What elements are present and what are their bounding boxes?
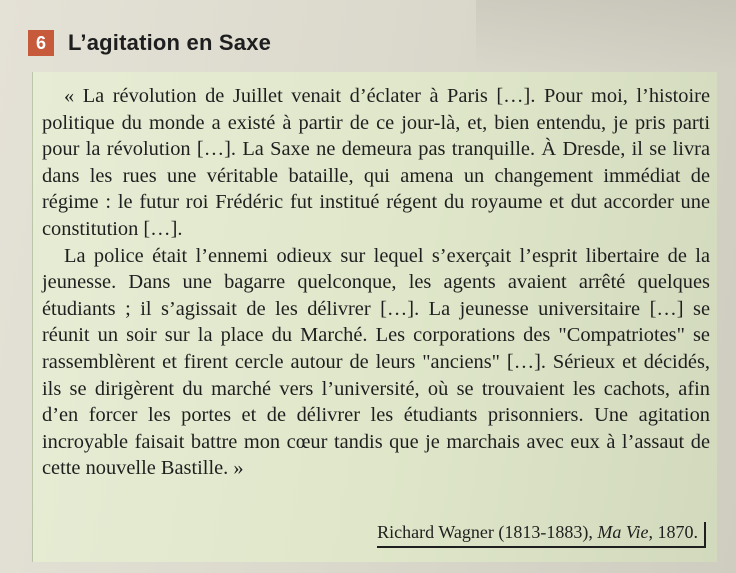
citation-author: Richard Wagner (1813-1883), xyxy=(377,522,598,542)
page-shadow xyxy=(476,0,736,70)
document-header xyxy=(28,28,271,58)
quote-text xyxy=(42,83,710,482)
quote-paragraph-2: La police était l’ennemi odieux sur lequel s’exerçait l’esprit libertaire de la jeunesse. Dans une bagarre quelconque, les agents avaient arrêté quelques étudiants ; il s’agissait de les délivrer […]. La jeunesse universitaire […] se réunit un soir sur la place du Marché. Les corporations des "Compatriotes" se rassemblèrent et firent cercle autour de leurs "anciens" […]. Sérieux et décidés, ils se dirigèrent du marché vers l’université, où se trouvaient les cachots, afin d’en forcer les portes et de délivrer les étudiants prisonniers. Une agitation incroyable faisait battre mon cœur tandis que je marchais avec eux à l’assaut de cette nouvelle Bastille. » xyxy=(42,244,710,480)
document-number-badge: 6 xyxy=(28,30,54,56)
citation-work: Ma Vie xyxy=(597,522,649,542)
document-title: L’agitation en Saxe xyxy=(68,30,272,55)
citation-year: , 1870. xyxy=(648,522,698,542)
quote-paragraph-1: « La révolution de Juillet venait d’éclater à Paris […]. Pour moi, l’histoire politique du monde a existé à partir de ce jour-là, et, bien entendu, je pris parti pour la révolution […]. La Saxe ne demeura pas tranquille. À Dresde, il se livra dans les rues une véritable bataille, qui amena un changement immédiat de régime : le futur roi Frédéric fut institué régent du royaume et dut accorder une constitution […]. xyxy=(42,85,710,240)
source-citation xyxy=(377,522,706,548)
